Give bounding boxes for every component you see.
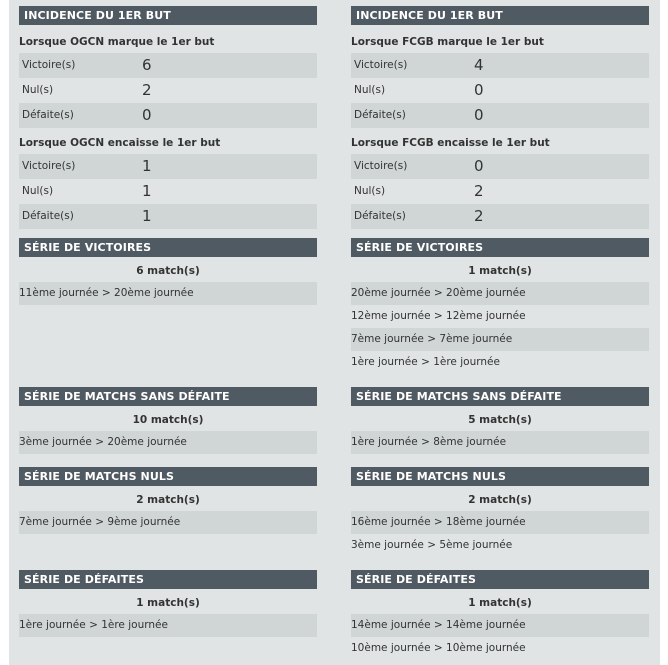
- stat-label: Nul(s): [22, 84, 54, 96]
- scores-first-table: [19, 53, 317, 128]
- section-header-series: SÉRIE DE VICTOIRES: [351, 238, 649, 257]
- stat-label: Défaite(s): [354, 109, 406, 121]
- stat-label: Nul(s): [354, 185, 386, 197]
- subtitle-scores-first: Lorsque FCGB marque le 1er but: [351, 36, 544, 48]
- section-header-series: SÉRIE DE DÉFAITES: [19, 570, 317, 589]
- series-match-count: 5 match(s): [468, 414, 532, 426]
- stat-row: [19, 103, 317, 128]
- section-header-incidence: INCIDENCE DU 1ER BUT: [19, 6, 317, 25]
- stat-row: [351, 179, 649, 204]
- section-header-series: SÉRIE DE DÉFAITES: [351, 570, 649, 589]
- stat-value: 0: [474, 81, 484, 99]
- series-match-count: 1 match(s): [136, 597, 200, 609]
- stat-value: 2: [474, 182, 484, 200]
- stat-label: Nul(s): [354, 84, 386, 96]
- stat-row: [19, 78, 317, 103]
- stat-row: [19, 179, 317, 204]
- section-header-series: SÉRIE DE MATCHS SANS DÉFAITE: [19, 387, 317, 406]
- series-range-row: 3ème journée > 20ème journée: [19, 431, 317, 454]
- stat-row: [351, 103, 649, 128]
- section-header-series: SÉRIE DE VICTOIRES: [19, 238, 317, 257]
- subtitle-concedes-first: Lorsque OGCN encaisse le 1er but: [19, 137, 221, 149]
- stat-value: 2: [474, 207, 484, 225]
- stat-row: [19, 204, 317, 229]
- stat-value: 0: [474, 157, 484, 175]
- stat-label: Nul(s): [22, 185, 54, 197]
- series-range-row: 16ème journée > 18ème journée: [351, 511, 649, 534]
- series-range-row: 7ème journée > 7ème journée: [351, 328, 649, 351]
- scores-first-table: [351, 53, 649, 128]
- stat-value: 0: [142, 106, 152, 124]
- stat-value: 1: [142, 182, 152, 200]
- series-match-count: 2 match(s): [136, 494, 200, 506]
- stat-row: [19, 53, 317, 78]
- stat-value: 1: [142, 207, 152, 225]
- section-header-series: SÉRIE DE MATCHS NULS: [19, 467, 317, 486]
- section-header-series: SÉRIE DE MATCHS NULS: [351, 467, 649, 486]
- series-range-row: 1ère journée > 1ère journée: [19, 614, 317, 637]
- stat-row: [19, 154, 317, 179]
- concedes-first-table: [351, 154, 649, 229]
- series-match-count: 6 match(s): [136, 265, 200, 277]
- stat-value: 6: [142, 56, 152, 74]
- series-range-row: 1ère journée > 8ème journée: [351, 431, 649, 454]
- series-range-row: 14ème journée > 14ème journée: [351, 614, 649, 637]
- series-range-row: 3ème journée > 5ème journée: [351, 539, 513, 551]
- stat-label: Défaite(s): [22, 210, 74, 222]
- subtitle-concedes-first: Lorsque FCGB encaisse le 1er but: [351, 137, 550, 149]
- series-range-row: 11ème journée > 20ème journée: [19, 282, 317, 305]
- subtitle-scores-first: Lorsque OGCN marque le 1er but: [19, 36, 215, 48]
- concedes-first-table: [19, 154, 317, 229]
- series-range-row: 7ème journée > 9ème journée: [19, 511, 317, 534]
- stat-label: Victoire(s): [354, 59, 408, 71]
- section-header-incidence: INCIDENCE DU 1ER BUT: [351, 6, 649, 25]
- stat-value: 2: [142, 81, 152, 99]
- stat-label: Victoire(s): [22, 160, 76, 172]
- stat-value: 0: [474, 106, 484, 124]
- series-match-count: 1 match(s): [468, 265, 532, 277]
- series-range-row: 10ème journée > 10ème journée: [351, 642, 526, 654]
- stat-row: [351, 78, 649, 103]
- stat-row: [351, 154, 649, 179]
- series-match-count: 2 match(s): [468, 494, 532, 506]
- series-range-row: 20ème journée > 20ème journée: [351, 282, 649, 305]
- section-header-series: SÉRIE DE MATCHS SANS DÉFAITE: [351, 387, 649, 406]
- stat-label: Défaite(s): [354, 210, 406, 222]
- series-range-row: 1ère journée > 1ère journée: [351, 356, 500, 368]
- stat-label: Victoire(s): [22, 59, 76, 71]
- series-match-count: 10 match(s): [132, 414, 204, 426]
- stat-row: [351, 53, 649, 78]
- stat-label: Victoire(s): [354, 160, 408, 172]
- team-column-fcgb: [351, 6, 649, 654]
- team-column-ogcn: [19, 6, 317, 631]
- stat-value: 1: [142, 157, 152, 175]
- series-range-row: 12ème journée > 12ème journée: [351, 310, 526, 322]
- stat-label: Défaite(s): [22, 109, 74, 121]
- series-match-count: 1 match(s): [468, 597, 532, 609]
- stat-value: 4: [474, 56, 484, 74]
- stat-row: [351, 204, 649, 229]
